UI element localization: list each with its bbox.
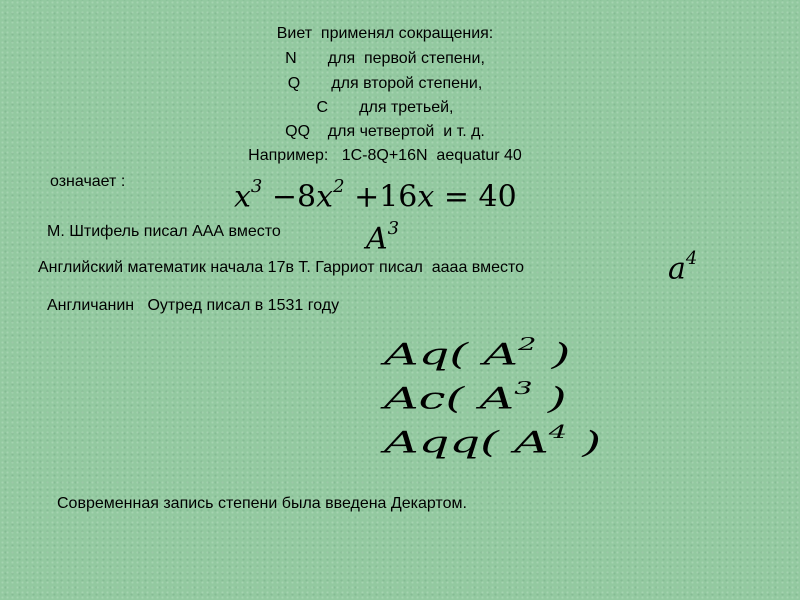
shtifel-exp: 3	[387, 218, 400, 239]
row2-close: )	[547, 381, 567, 417]
row2-base: A	[479, 381, 515, 417]
eq-plus-16: +16	[354, 179, 418, 215]
eq-minus-8: −8	[271, 179, 317, 215]
row3-base: A	[514, 425, 549, 461]
eq-x2-exp: 2	[333, 176, 345, 197]
intro-line-5: QQ для четвертой и т. д.	[285, 123, 485, 140]
oughtred-row-2	[384, 378, 567, 417]
oughtred-row-1	[384, 334, 571, 373]
row1-base: A	[483, 337, 519, 373]
intro-line-6: Например: 1С-8Q+16N aequatur 40	[248, 147, 522, 164]
eq-x-base: x	[417, 179, 435, 215]
intro-line-4: С для третьей,	[316, 99, 454, 116]
eq-x3-base: x	[234, 179, 251, 215]
harriot-text: Английский математик начала 17в Т. Гарриот писал аааа вместо	[38, 259, 525, 276]
intro-line-3: Q для второй степени,	[287, 75, 483, 92]
row1-close: )	[551, 337, 571, 373]
eq-equals-40: = 40	[443, 179, 517, 215]
eq-x2-base: x	[316, 179, 334, 215]
row2-prefix: Ac(	[384, 381, 465, 417]
means-label: означает :	[50, 173, 126, 190]
row3-exp: 4	[548, 422, 568, 443]
oughtred-row-3	[384, 422, 602, 461]
eq-x3-exp: 3	[250, 176, 263, 197]
oughtred-text: Англичанин Оутред писал в 1531 году	[47, 297, 340, 314]
harriot-power	[668, 248, 698, 287]
row1-exp: 2	[518, 334, 537, 355]
row1-prefix: Aq(	[384, 337, 469, 373]
intro-line-1: Виет применял сокращения:	[276, 25, 494, 42]
harriot-base: a	[668, 251, 686, 287]
shtifel-base: A	[366, 221, 388, 257]
equation-formula	[234, 176, 517, 215]
row2-exp: 3	[514, 378, 533, 399]
row3-close: )	[582, 425, 602, 461]
harriot-exp: 4	[685, 248, 698, 269]
intro-line-2: N для первой степени,	[285, 50, 485, 67]
conclusion-text: Современная запись степени была введена Декартом.	[57, 495, 467, 512]
shtifel-text: М. Штифель писал ААА вместо	[47, 223, 281, 240]
shtifel-power	[366, 218, 400, 257]
row3-prefix: Aqq(	[384, 425, 499, 461]
